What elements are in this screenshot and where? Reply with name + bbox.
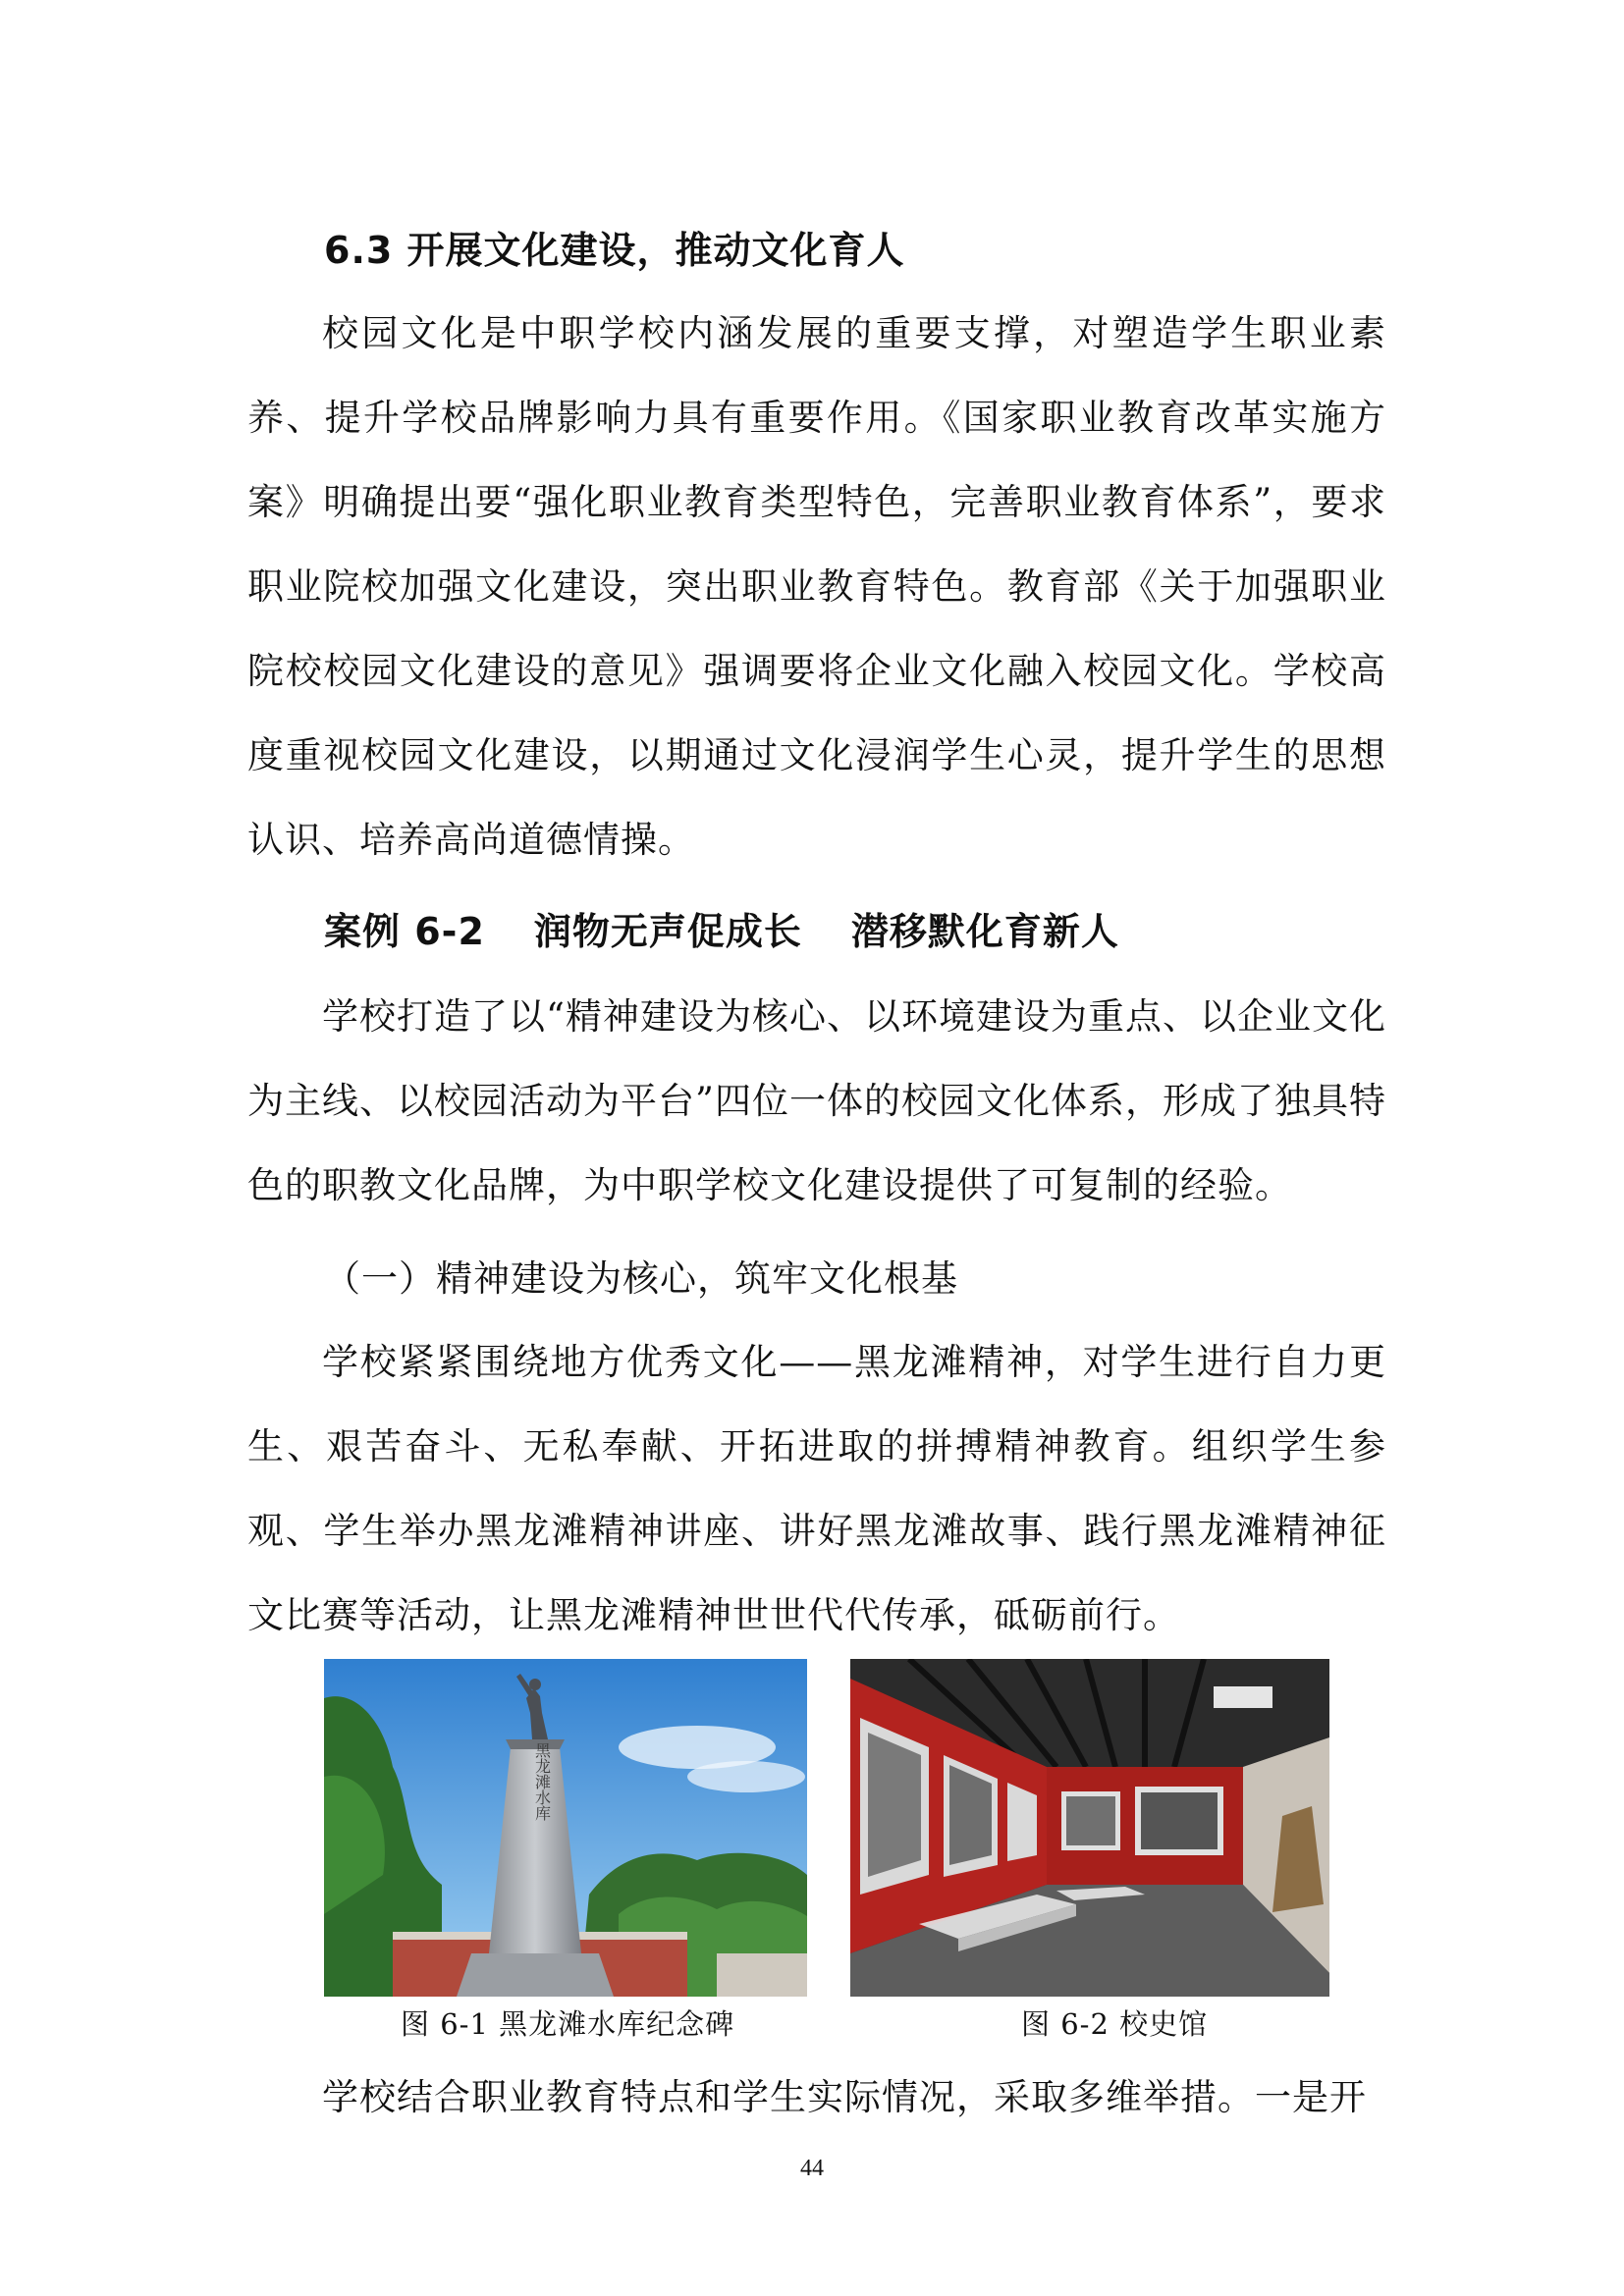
section-heading: 6.3 开展文化建设，推动文化育人 — [324, 229, 905, 272]
case-subheading: （一）精神建设为核心，筑牢文化根基 — [324, 1257, 958, 1300]
case-intro: 学校打造了以“精神建设为核心、以环境建设为重点、以企业文化为主线、以校园活动为平台”四位一体的校园文化体系，形成了独具特色的职教文化品牌，为中职学校文化建设提供了可复制的经验。 — [247, 995, 1386, 1206]
case-title — [324, 901, 1119, 955]
museum-illustration — [850, 1659, 1329, 1997]
figure-monument-photo — [324, 1659, 807, 1997]
section-paragraph-block — [247, 292, 1386, 882]
section-paragraph: 校园文化是中职学校内涵发展的重要支撑，对塑造学生职业素养、提升学校品牌影响力具有重要作用。《国家职业教育改革实施方案》明确提出要“强化职业教育类型特色，完善职业教育体系”，要求职业院校加强文化建设，突出职业教育特色。教育部《关于加强职业院校校园文化建设的意见》强调要将企业文化融入校园文化。学校高度重视校园文化建设，以期通过文化浸润学生心灵，提升学生的思想认识、培养高尚道德情操。 — [247, 312, 1386, 861]
closing-block — [247, 2056, 1386, 2140]
monument-inscription: 黑龙滩水库 — [532, 1742, 552, 1821]
case-body-block — [247, 1320, 1386, 1658]
figure-museum-photo — [850, 1659, 1329, 1997]
case-label: 案例 6-2 — [324, 910, 485, 953]
figure-2-caption: 图 6-2 校史馆 — [1021, 2007, 1209, 2041]
case-title-part1: 润物无声促成长 — [533, 910, 802, 953]
plinth — [457, 1953, 614, 1997]
closing-paragraph: 学校结合职业教育特点和学生实际情况，采取多维举措。一是开 — [322, 2076, 1367, 2118]
case-body: 学校紧紧围绕地方优秀文化——黑龙滩精神，对学生进行自力更生、艰苦奋斗、无私奉献、开拓进取的拼搏精神教育。组织学生参观、学生举办黑龙滩精神讲座、讲好黑龙滩故事、践行黑龙滩精神征文比赛等活动，让黑龙滩精神世世代代传承，砥砺前行。 — [247, 1341, 1386, 1636]
ceiling-ac-unit — [1214, 1686, 1272, 1708]
page-number: 44 — [800, 2156, 824, 2181]
monument-illustration — [324, 1659, 807, 1997]
figure-1-caption: 图 6-1 黑龙滩水库纪念碑 — [401, 2007, 735, 2041]
photo-panel — [1007, 1783, 1037, 1861]
cloud — [687, 1761, 805, 1792]
case-title-part2: 潜移默化育新人 — [850, 910, 1119, 953]
case-intro-block — [247, 975, 1386, 1228]
